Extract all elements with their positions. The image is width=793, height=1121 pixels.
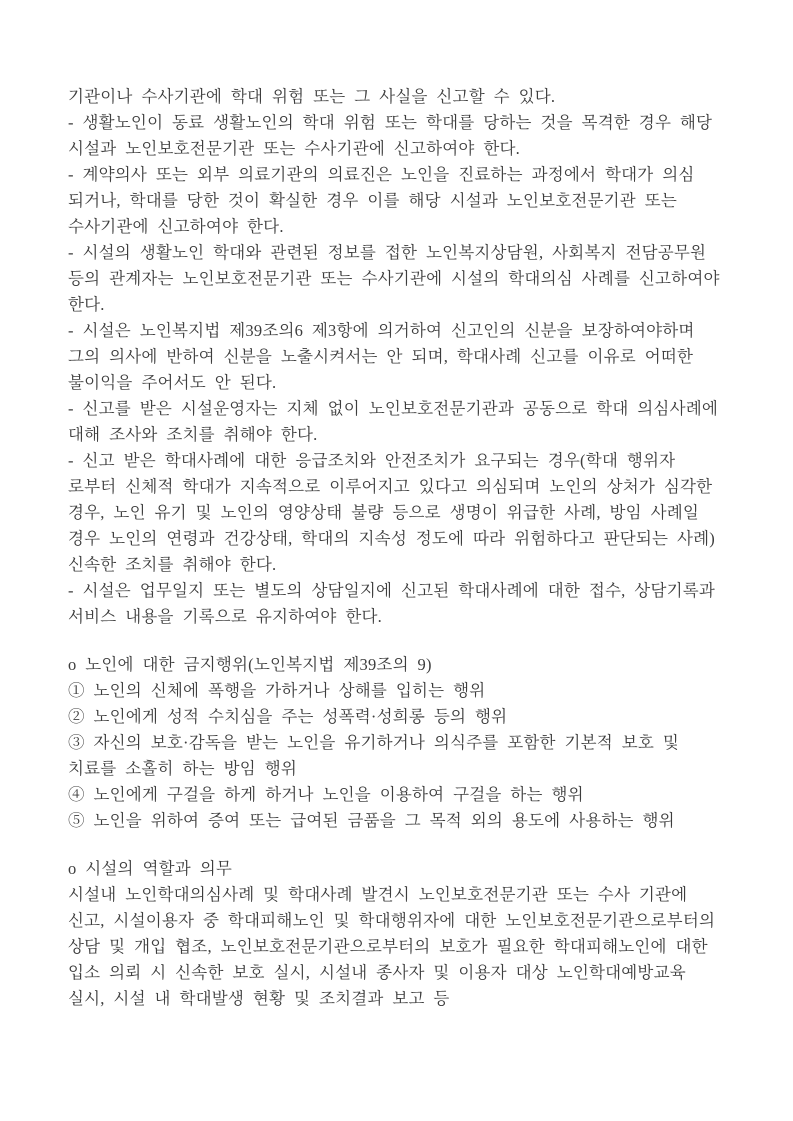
text-line: - 계약의사 또는 외부 의료기관의 의료진은 노인을 진료하는 과정에서 학대가 의심 bbox=[68, 165, 695, 184]
text-line: 되거나, 학대를 당한 것이 확실한 경우 이를 해당 시설과 노인보호전문기관 또는 bbox=[68, 191, 678, 210]
facility-role-line: 상담 및 개입 협조, 노인보호전문기관으로부터의 보호가 필요한 학대피해노인에 대한 bbox=[68, 937, 708, 956]
prohibited-act-line: ② 노인에게 성적 수치심을 주는 성폭력·성희롱 등의 행위 bbox=[68, 707, 508, 726]
text-line: 불이익을 주어서도 안 된다. bbox=[68, 373, 277, 392]
prohibited-act-line: ① 노인의 신체에 폭행을 가하거나 상해를 입히는 행위 bbox=[68, 681, 486, 700]
prohibited-act-line: ⑤ 노인을 위하여 증여 또는 급여된 금품을 그 목적 외의 용도에 사용하는 행위 bbox=[68, 811, 675, 830]
text-line: 로부터 신체적 학대가 지속적으로 이루어지고 있다고 의심되며 노인의 상처가 심각한 bbox=[68, 477, 713, 496]
text-line: 신속한 조치를 취해야 한다. bbox=[68, 555, 277, 574]
text-line: 기관이나 수사기관에 학대 위험 또는 그 사실을 신고할 수 있다. bbox=[68, 87, 556, 106]
section-heading-facility-roles: o 시설의 역할과 의무 bbox=[68, 859, 233, 878]
prohibited-act-line: 치료를 소홀히 하는 방임 행위 bbox=[68, 759, 297, 778]
text-line: 수사기관에 신고하여야 한다. bbox=[68, 217, 284, 236]
prohibited-act-line: ③ 자신의 보호·감독을 받는 노인을 유기하거나 의식주를 포함한 기본적 보호 및 bbox=[68, 733, 679, 752]
text-line: 대해 조사와 조치를 취해야 한다. bbox=[68, 425, 318, 444]
text-line: 경우, 노인 유기 및 노인의 영양상태 불량 등으로 생명이 위급한 사례, 방임 사례일 bbox=[68, 503, 699, 522]
text-line: - 시설의 생활노인 학대와 관련된 정보를 접한 노인복지상담원, 사회복지 전담공무원 bbox=[68, 243, 707, 262]
facility-role-line: 입소 의뢰 시 신속한 보호 실시, 시설내 종사자 및 이용자 대상 노인학대예방교육 bbox=[68, 963, 686, 982]
text-line: 한다. bbox=[68, 295, 105, 314]
facility-role-line: 실시, 시설 내 학대발생 현황 및 조치결과 보고 등 bbox=[68, 989, 450, 1008]
text-line: - 생활노인이 동료 생활노인의 학대 위험 또는 학대를 당하는 것을 목격한 경우 해당 bbox=[68, 113, 713, 132]
text-line: 그의 의사에 반하여 신분을 노출시켜서는 안 되며, 학대사례 신고를 이유로 어떠한 bbox=[68, 347, 694, 366]
text-line: 서비스 내용을 기록으로 유지하여야 한다. bbox=[68, 607, 382, 626]
facility-role-line: 시설내 노인학대의심사례 및 학대사례 발견시 노인보호전문기관 또는 수사 기관에 bbox=[68, 885, 688, 904]
text-line: 등의 관계자는 노인보호전문기관 또는 수사기관에 시설의 학대의심 사례를 신고하여야 bbox=[68, 269, 720, 288]
text-line: - 신고를 받은 시설운영자는 지체 없이 노인보호전문기관과 공동으로 학대 의심사례에 bbox=[68, 399, 718, 418]
text-line: - 시설은 업무일지 또는 별도의 상담일지에 신고된 학대사례에 대한 접수, 상담기록과 bbox=[68, 581, 715, 600]
text-line: 경우 노인의 연령과 건강상태, 학대의 지속성 정도에 따라 위험하다고 판단되는 사례) bbox=[68, 529, 715, 548]
facility-role-line: 신고, 시설이용자 중 학대피해노인 및 학대행위자에 대한 노인보호전문기관으로부터의 bbox=[68, 911, 716, 930]
text-line: - 시설은 노인복지법 제39조의6 제3항에 의거하여 신고인의 신분을 보장하여야하며 bbox=[68, 321, 695, 340]
section-heading-prohibited-acts: o 노인에 대한 금지행위(노인복지법 제39조의 9) bbox=[68, 655, 432, 674]
text-line: 시설과 노인보호전문기관 또는 수사기관에 신고하여야 한다. bbox=[68, 139, 520, 158]
prohibited-act-line: ④ 노인에게 구걸을 하게 하거나 노인을 이용하여 구걸을 하는 행위 bbox=[68, 785, 584, 804]
document-text bbox=[68, 84, 730, 1012]
text-line: - 신고 받은 학대사례에 대한 응급조치와 안전조치가 요구되는 경우(학대 행위자 bbox=[68, 451, 676, 470]
